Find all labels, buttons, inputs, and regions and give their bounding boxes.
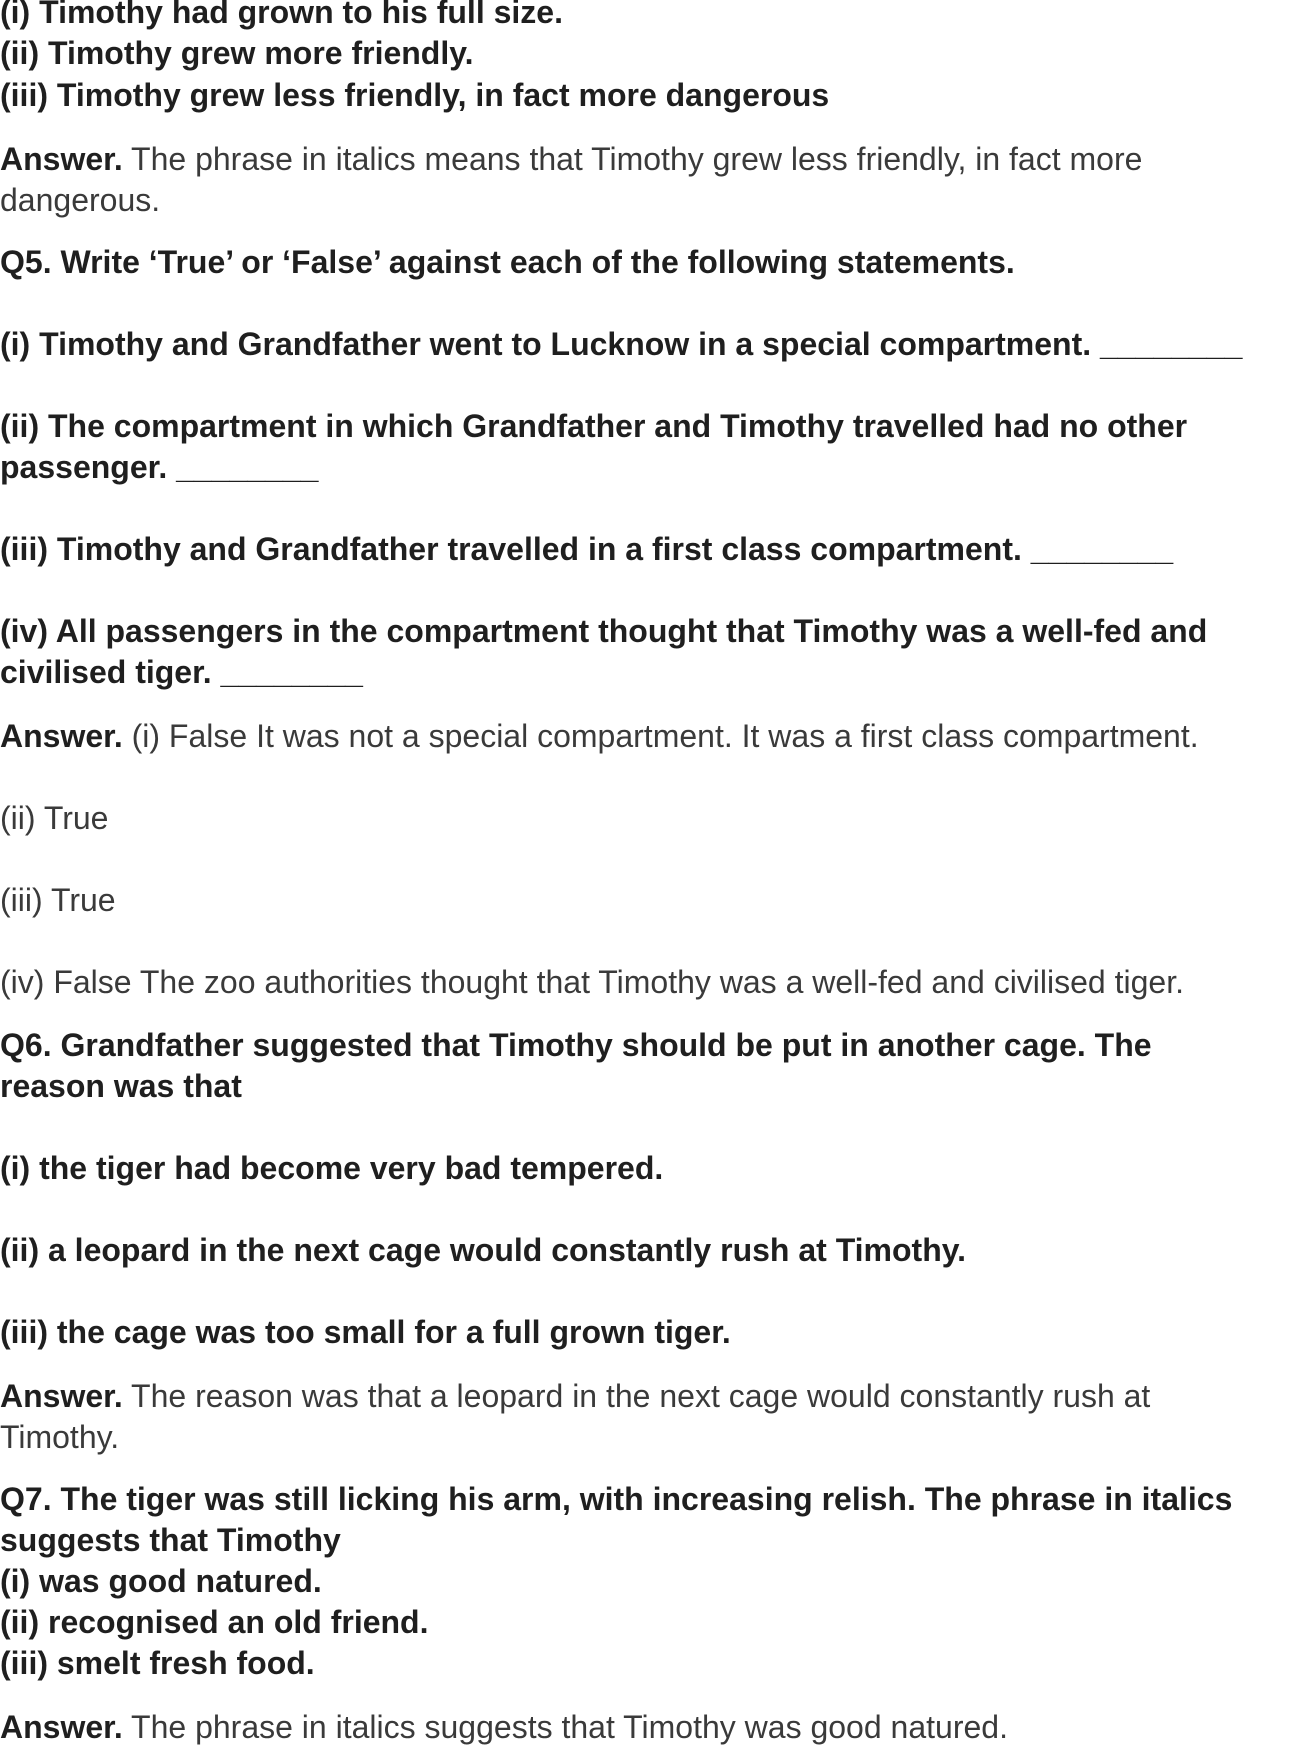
q5-statement-1: (i) Timothy and Grandfather went to Lucknow in a special compartment. ________: [0, 326, 1243, 362]
q7-option-1: (i) was good natured.: [0, 1563, 322, 1599]
q5-answer-1: [0, 716, 1199, 757]
q7-question-line-2: suggests that Timothy: [0, 1522, 341, 1558]
q5-answer-2: (ii) True: [0, 800, 109, 836]
q5-answer-4: (iv) False The zoo authorities thought that Timothy was a well-fed and civilised tiger.: [0, 964, 1184, 1000]
q5-statement-2-line-1: (ii) The compartment in which Grandfather and Timothy travelled had no other: [0, 408, 1188, 444]
answer-label: Answer.: [0, 1378, 123, 1414]
q5-statement-4-line-1: (iv) All passengers in the compartment thought that Timothy was a well-fed and: [0, 613, 1208, 649]
q6-answer-line-1: [0, 1376, 1150, 1417]
q6-question-line-2: reason was that: [0, 1068, 242, 1104]
q5-question: Q5. Write ‘True’ or ‘False’ against each of the following statements.: [0, 244, 1015, 280]
q7-option-2: (ii) recognised an old friend.: [0, 1604, 429, 1640]
q7-question-line-1: Q7. The tiger was still licking his arm, with increasing relish. The phrase in italics: [0, 1481, 1233, 1517]
q5-statement-3: (iii) Timothy and Grandfather travelled in a first class compartment. ________: [0, 531, 1174, 567]
q4-option-2: (ii) Timothy grew more friendly.: [0, 35, 474, 71]
q7-option-3: (iii) smelt fresh food.: [0, 1645, 315, 1681]
q6-answer-text: The reason was that a leopard in the next cage would constantly rush at: [131, 1378, 1151, 1414]
q7-answer-text: The phrase in italics suggests that Timothy was good natured.: [131, 1709, 1008, 1745]
q4-option-1: (i) Timothy had grown to his full size.: [0, 0, 563, 30]
q7-answer: [0, 1707, 1008, 1748]
q6-option-2: (ii) a leopard in the next cage would constantly rush at Timothy.: [0, 1232, 967, 1268]
q5-answer-3: (iii) True: [0, 882, 116, 918]
q4-option-3: (iii) Timothy grew less friendly, in fact more dangerous: [0, 77, 830, 113]
q4-answer-text: The phrase in italics means that Timothy grew less friendly, in fact more: [131, 141, 1143, 177]
q5-answer-1-text: (i) False It was not a special compartment. It was a first class compartment.: [131, 718, 1199, 754]
q6-answer-line-2: Timothy.: [0, 1419, 120, 1455]
answer-label: Answer.: [0, 141, 123, 177]
answer-label: Answer.: [0, 718, 123, 754]
q6-option-3: (iii) the cage was too small for a full grown tiger.: [0, 1314, 731, 1350]
q4-answer-line-1: [0, 139, 1142, 180]
q5-statement-2-line-2: passenger. ________: [0, 449, 319, 485]
q6-option-1: (i) the tiger had become very bad tempered.: [0, 1150, 664, 1186]
answer-label: Answer.: [0, 1709, 123, 1745]
q4-answer-line-2: dangerous.: [0, 182, 161, 218]
q6-question-line-1: Q6. Grandfather suggested that Timothy should be put in another cage. The: [0, 1027, 1152, 1063]
q5-statement-4-line-2: civilised tiger. ________: [0, 654, 363, 690]
